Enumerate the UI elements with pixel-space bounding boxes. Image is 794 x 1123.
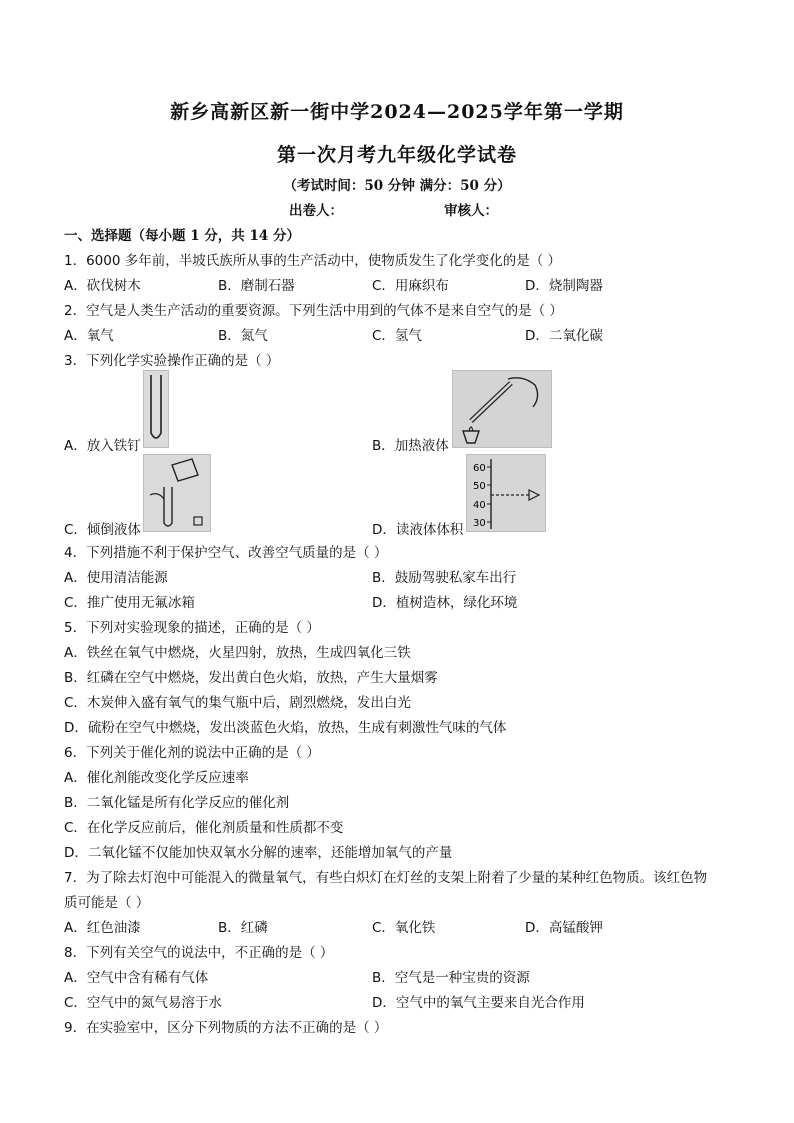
question-stem: 5．下列对实验现象的描述，正确的是（ ） (64, 620, 320, 636)
option: A．氧气 (64, 328, 114, 344)
question-stem: 7．为了除去灯泡中可能混入的微量氧气，有些白炽灯在灯丝的支架上附着了少量的某种红色物质。该红色物 (64, 870, 708, 886)
question-stem: 4．下列措施不利于保护空气、改善空气质量的是（ ） (64, 545, 388, 561)
option: B．磨制石器 (218, 278, 295, 294)
cylinder-tick-label: 50 (473, 481, 486, 492)
section-heading: 一、选择题（每小题 1 分，共 14 分） (64, 228, 300, 244)
option: A．使用清洁能源 (64, 570, 168, 586)
question-stem: 3．下列化学实验操作正确的是（ ） (64, 353, 280, 369)
option: C．氢气 (372, 328, 422, 344)
question-stem-continued: 质可能是（ ） (64, 895, 150, 911)
option: D．空气中的氧气主要来自光合作用 (372, 995, 585, 1011)
option: A．催化剂能改变化学反应速率 (64, 770, 249, 786)
option: C．空气中的氮气易溶于水 (64, 995, 222, 1011)
question-stem: 9．在实验室中，区分下列物质的方法不正确的是（ ） (64, 1020, 388, 1036)
option: A．红色油漆 (64, 920, 141, 936)
question-stem: 6．下列关于催化剂的说法中正确的是（ ） (64, 745, 320, 761)
question-stem: 8．下列有关空气的说法中，不正确的是（ ） (64, 945, 334, 961)
option: C．木炭伸入盛有氧气的集气瓶中后，剧烈燃烧，发出白光 (64, 695, 411, 711)
figure-graduated-cylinder (466, 454, 546, 532)
question-stem: 2．空气是人类生产活动的重要资源。下列生活中用到的气体不是来自空气的是（ ） (64, 303, 563, 319)
title-line-1: 新乡高新区新一街中学2024—2025学年第一学期 (170, 101, 624, 123)
option: D．高锰酸钾 (525, 920, 603, 936)
figure-test-tube (143, 370, 169, 448)
option: C．倾倒液体 (64, 522, 141, 538)
option: D．烧制陶器 (525, 278, 603, 294)
option: D．硫粉在空气中燃烧，发出淡蓝色火焰，放热，生成有刺激性气味的气体 (64, 720, 507, 736)
option: B．红磷 (218, 920, 268, 936)
option: B．氮气 (218, 328, 268, 344)
option: B．加热液体 (372, 438, 449, 454)
option: D．植树造林，绿化环境 (372, 595, 518, 611)
option: A．铁丝在氧气中燃烧，火星四射，放热，生成四氧化三铁 (64, 645, 411, 661)
option: D．二氧化碳 (525, 328, 603, 344)
option: D．读液体体积 (372, 522, 464, 538)
option: C．用麻织布 (372, 278, 449, 294)
figure-pouring-liquid (143, 454, 211, 532)
option: B．空气是一种宝贵的资源 (372, 970, 530, 986)
option: C．在化学反应前后，催化剂质量和性质都不变 (64, 820, 344, 836)
reviewer-label: 审核人： (444, 203, 498, 219)
option: C．氧化铁 (372, 920, 436, 936)
option: B．红磷在空气中燃烧，发出黄白色火焰，放热，产生大量烟雾 (64, 670, 438, 686)
option: C．推广使用无氟冰箱 (64, 595, 195, 611)
option: A．砍伐树木 (64, 278, 141, 294)
figure-heating-liquid (452, 370, 552, 448)
cylinder-tick-label: 60 (473, 463, 486, 474)
option: B．二氧化锰是所有化学反应的催化剂 (64, 795, 290, 811)
exam-info: （考试时间：50 分钟 满分：50 分） (283, 178, 511, 194)
title-line-2: 第一次月考九年级化学试卷 (276, 144, 517, 166)
question-stem: 1．6000 多年前，半坡氏族所从事的生产活动中，使物质发生了化学变化的是（ ） (64, 253, 562, 269)
option: A．放入铁钉 (64, 438, 141, 454)
option: B．鼓励驾驶私家车出行 (372, 570, 517, 586)
author-label: 出卷人： (289, 203, 343, 219)
cylinder-tick-label: 40 (473, 500, 486, 511)
option: D．二氧化锰不仅能加快双氧水分解的速率，还能增加氧气的产量 (64, 845, 453, 861)
cylinder-tick-label: 30 (473, 518, 486, 529)
option: A．空气中含有稀有气体 (64, 970, 209, 986)
